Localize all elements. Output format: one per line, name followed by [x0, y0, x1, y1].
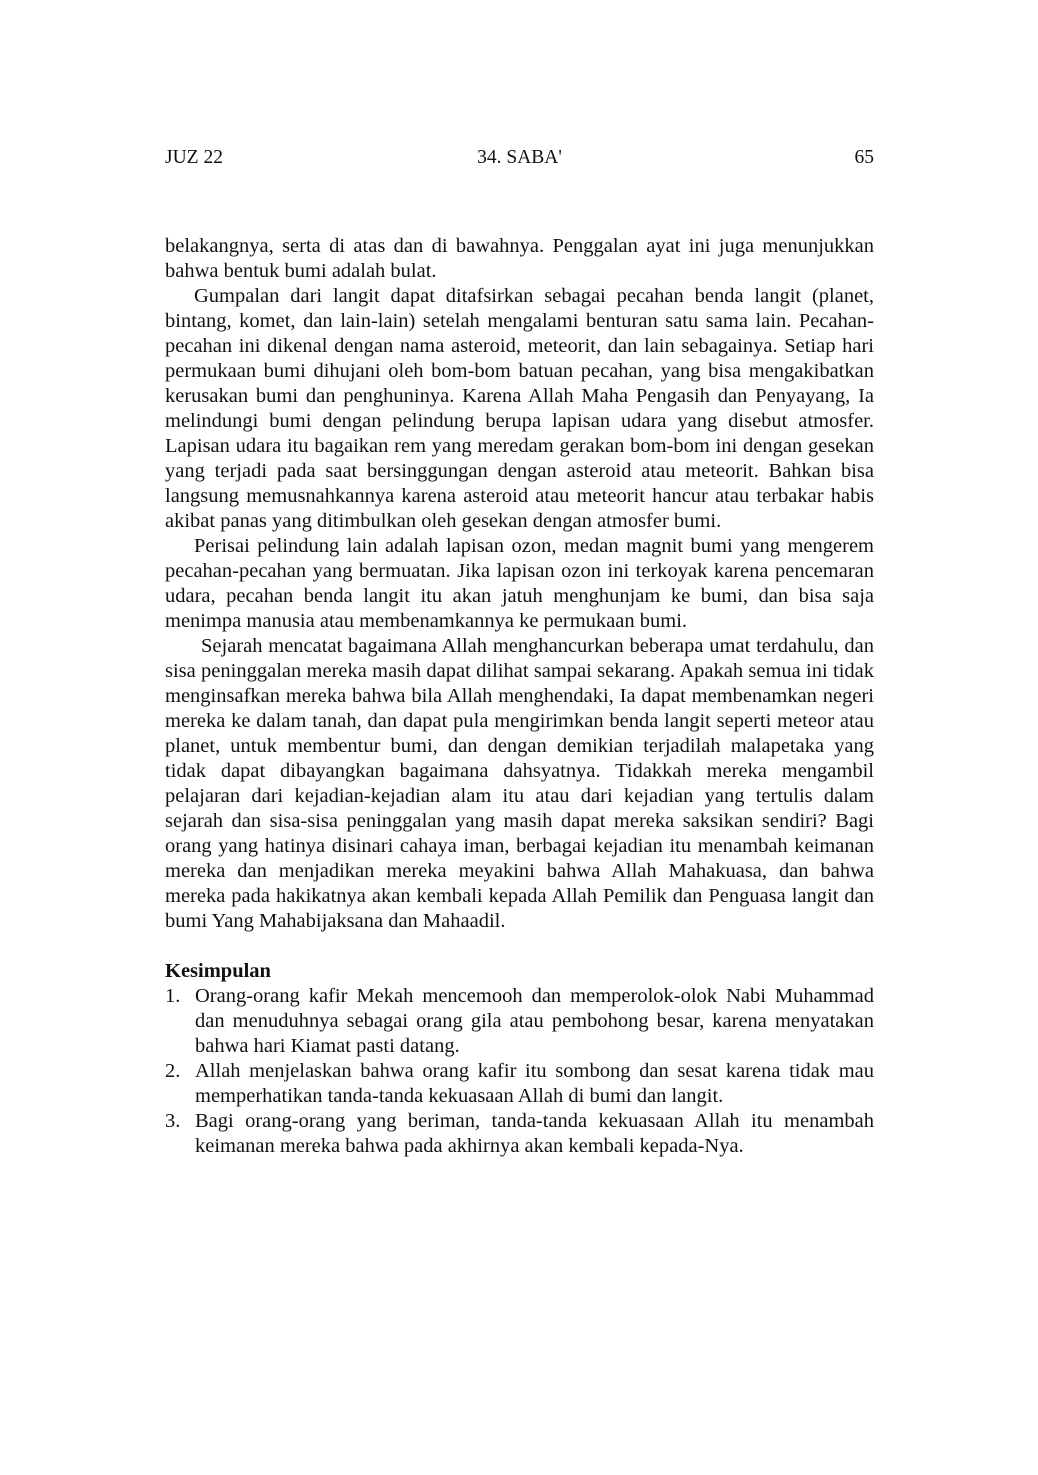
- list-item-number: 2.: [165, 1060, 181, 1082]
- paragraph-gumpalan: Gumpalan dari langit dapat ditafsirkan sebagai pecahan benda langit (planet, bintang, komet, dan lain-lain) setelah mengalami benturan satu sama lain. Pecahan-pecahan ini dikenal dengan nama asteroid, meteorit, dan lain sebagainya. Setiap hari permukaan bumi dihujani oleh bom-bom batuan pecahan, yang bisa mengakibatkan kerusakan bumi dan penghuninya. Karena Allah Maha Pengasih dan Penyayang, Ia melindungi bumi dengan pelindung berupa lapisan udara yang disebut atmosfer. Lapisan udara itu bagaikan rem yang meredam gerakan bom-bom ini dengan gesekan yang terjadi pada saat bersinggungan dengan asteroid atau meteorit. Bahkan bisa langsung memusnahkannya karena asteroid atau meteorit hancur atau terbakar habis akibat panas yang ditimbulkan oleh gesekan dengan atmosfer bumi.: [165, 285, 874, 532]
- header-juz-label: JUZ 22: [165, 147, 223, 168]
- body-text: [165, 234, 874, 1159]
- running-header: [165, 145, 874, 171]
- list-item-text: Bagi orang-orang yang beriman, tanda-tanda kekuasaan Allah itu menambah keimanan mereka bahwa pada akhirnya akan kembali kepada-Nya.: [195, 1110, 874, 1157]
- list-item: [165, 984, 874, 1059]
- list-item: [165, 1109, 874, 1159]
- header-surah-title: 34. SABA': [477, 147, 562, 168]
- paragraph-perisai: Perisai pelindung lain adalah lapisan ozon, medan magnit bumi yang mengerem pecahan-pecahan yang bermuatan. Jika lapisan ozon ini terkoyak karena pencemaran udara, pecahan benda langit itu akan jatuh menghunjam ke bumi, dan bisa saja menimpa manusia atau membenamkannya ke permukaan bumi.: [165, 535, 874, 632]
- list-item-number: 3.: [165, 1110, 181, 1132]
- header-page-number: 65: [854, 147, 874, 168]
- paragraph-sejarah: Sejarah mencatat bagaimana Allah menghancurkan beberapa umat terdahulu, dan sisa peninggalan mereka masih dapat dilihat sampai sekarang. Apakah semua ini tidak menginsafkan mereka bahwa bila Allah menghendaki, Ia dapat membenamkan negeri mereka ke dalam tanah, dan dapat pula mengirimkan benda langit seperti meteor atau planet, untuk membentur bumi, dan dengan demikian terjadilah malapetaka yang tidak dapat dibayangkan bagaimana dahsyatnya. Tidakkah mereka mengambil pelajaran dari kejadian-kejadian alam itu atau dari kejadian yang tertulis dalam sejarah dan sisa-sisa peninggalan yang masih dapat mereka saksikan sendiri? Bagi orang yang hatinya disinari cahaya iman, berbagai kejadian itu menambah keimanan mereka dan menjadikan mereka meyakini bahwa Allah Mahakuasa, dan bahwa mereka pada hakikatnya akan kembali kepada Allah Pemilik dan Penguasa langit dan bumi Yang Mahabijaksana dan Mahaadil.: [165, 635, 874, 932]
- list-item: [165, 1059, 874, 1109]
- document-page: [165, 0, 874, 1475]
- conclusion-list: [165, 984, 874, 1159]
- paragraph-continuation: belakangnya, serta di atas dan di bawahnya. Penggalan ayat ini juga menunjukkan bahwa bentuk bumi adalah bulat.: [165, 235, 874, 282]
- list-item-number: 1.: [165, 985, 181, 1007]
- list-item-text: Orang-orang kafir Mekah mencemooh dan memperolok-olok Nabi Muhammad dan menuduhnya sebagai orang gila atau pembohong besar, karena menyatakan bahwa hari Kiamat pasti datang.: [195, 985, 874, 1057]
- list-item-text: Allah menjelaskan bahwa orang kafir itu sombong dan sesat karena tidak mau memperhatikan tanda-tanda kekuasaan Allah di bumi dan langit.: [195, 1060, 874, 1107]
- conclusion-heading: Kesimpulan: [165, 960, 271, 982]
